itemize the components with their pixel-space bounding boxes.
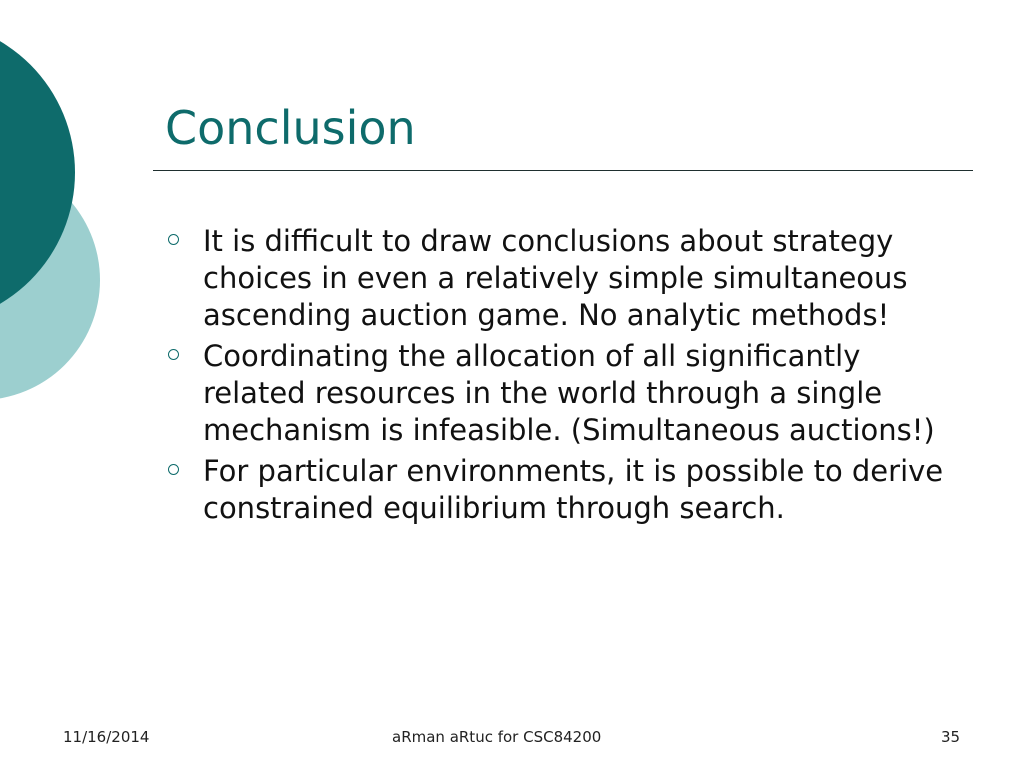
footer-date: 11/16/2014 <box>63 728 150 746</box>
bullet-list <box>168 223 958 531</box>
bullet-text: For particular environments, it is possible to derive constrained equilibrium through search. <box>203 454 944 525</box>
bullet-text: Coordinating the allocation of all significantly related resources in the world through a single mechanism is infeasible. (Simultaneous auctions!) <box>203 339 935 447</box>
page-number: 35 <box>941 728 961 746</box>
bullet-item <box>168 338 958 449</box>
bullet-item <box>168 223 958 334</box>
slide-title: Conclusion <box>165 101 416 155</box>
hollow-circle-icon <box>168 234 179 245</box>
footer-author: aRman aRtuc for CSC84200 <box>392 728 602 746</box>
title-divider <box>153 170 973 171</box>
bullet-item <box>168 453 958 527</box>
hollow-circle-icon <box>168 349 179 360</box>
hollow-circle-icon <box>168 464 179 475</box>
bullet-text: It is difficult to draw conclusions about strategy choices in even a relatively simple simultaneous ascending auction game. No analytic methods! <box>203 224 908 332</box>
